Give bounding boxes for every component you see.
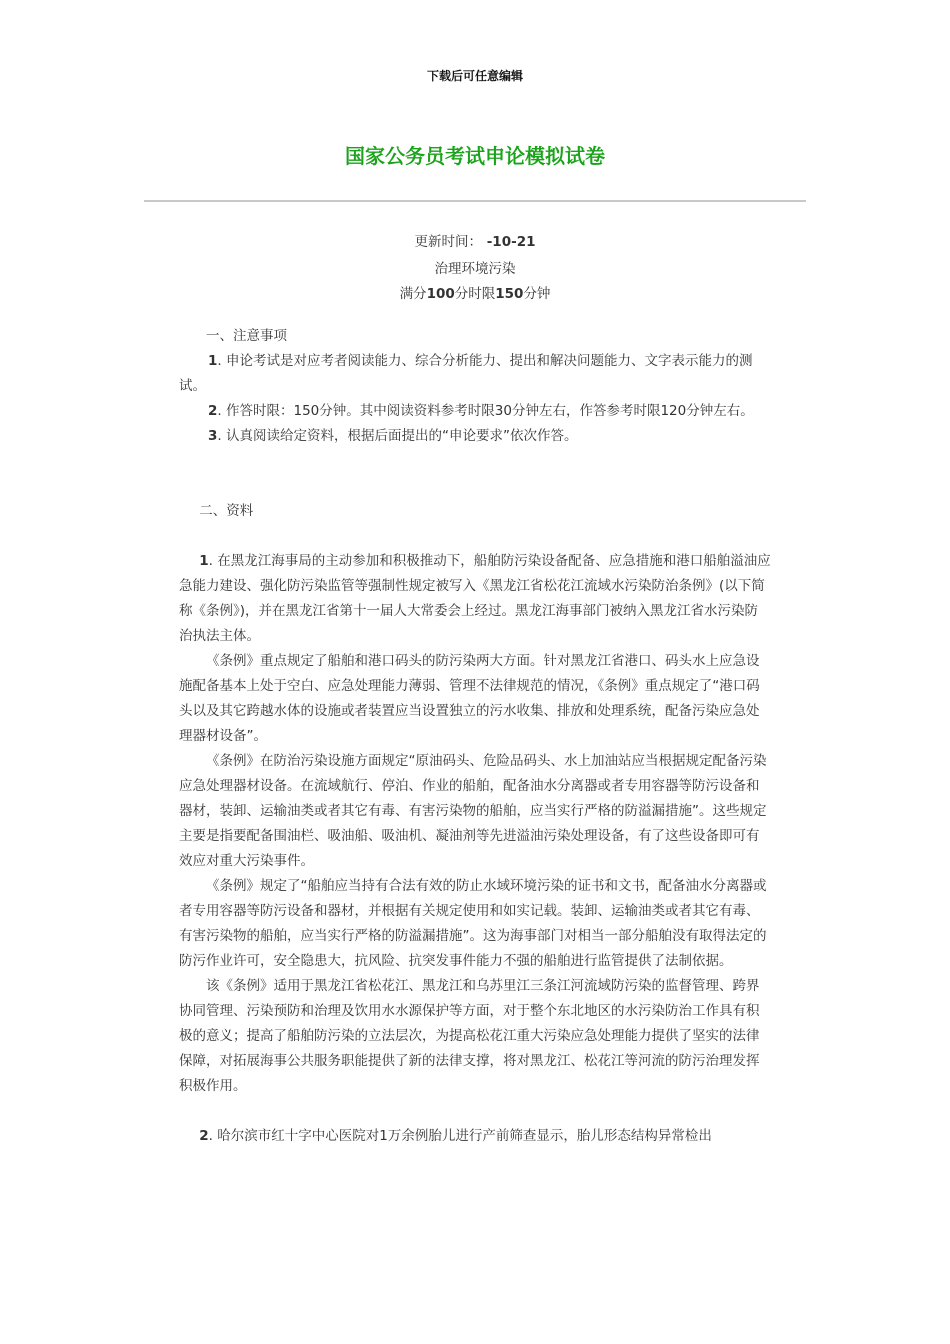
notice-item-number: 2 <box>208 403 218 419</box>
notice-item-text: . 认真阅读给定资料，根据后面提出的“申论要求”依次作答。 <box>217 428 578 444</box>
spacer <box>179 524 771 549</box>
spacer <box>179 1099 771 1124</box>
section1-heading: 一、注意事项 <box>206 328 287 344</box>
material-1-paragraph: 该《条例》适用于黑龙江省松花江、黑龙江和乌苏里江三条江河流域防污染的监督管理、跨界协同管理、污染预防和治理及饮用水水源保护等方面，对于整个东北地区的水污染防治工作具有积极的意义；提高了船舶防污染的立法层次，为提高松花江重大污染应急处理能力提供了坚实的法律保障，对拓展海事公共服务职能提供了新的法律支撑，将对黑龙江、松花江等河流的防污治理发挥积极作用。 <box>179 978 760 1094</box>
spacer <box>179 449 771 499</box>
score-middle: 分时限 <box>454 286 496 302</box>
notice-item-text: . 作答时限：150分钟。其中阅读资料参考时限30分钟左右，作答参考时限120分钟左右。 <box>217 403 754 419</box>
notice-item <box>179 399 771 424</box>
score-prefix: 满分 <box>399 286 427 302</box>
document-body <box>179 324 771 1149</box>
notice-item <box>179 349 771 399</box>
material-number: 1 <box>199 553 209 569</box>
material-number: 2 <box>199 1128 209 1144</box>
time-value: 150 <box>495 286 524 302</box>
update-time <box>0 230 950 250</box>
material-2-paragraph <box>179 1124 771 1149</box>
subject-line: 治理环境污染 <box>434 261 516 277</box>
title-divider <box>144 200 806 202</box>
update-label: 更新时间： <box>414 234 482 250</box>
header-note: 下载后可任意编辑 <box>426 69 523 83</box>
notice-item-text: . 申论考试是对应考者阅读能力、综合分析能力、提出和解决问题能力、文字表示能力的测试。 <box>179 353 753 394</box>
material-1-paragraph <box>179 549 771 649</box>
score-suffix: 分钟 <box>523 286 551 302</box>
document-title: 国家公务员考试申论模拟试卷 <box>345 144 605 168</box>
section2-heading: 二、资料 <box>199 503 254 519</box>
material-1-paragraph: 《条例》重点规定了船舶和港口码头的防污染两大方面。针对黑龙江省港口、码头水上应急设施配备基本上处于空白、应急处理能力薄弱、管理不法律规范的情况，《条例》重点规定了“港口码头以及其它跨越水体的设施或者装置应当设置独立的污水收集、排放和处理系统，配备污染应急处理器材设备”。 <box>179 653 760 744</box>
score-value: 100 <box>426 286 455 302</box>
material-text: . 在黑龙江海事局的主动参加和积极推动下，船舶防污染设备配备、应急措施和港口船舶溢油应急能力建设、强化防污染监管等强制性规定被写入《黑龙江省松花江流域水污染防治条例》(以下简称《条例》)，并在黑龙江省第十一届人大常委会上经过。黑龙江海事部门被纳入黑龙江省水污染防治执法主体。 <box>179 553 771 644</box>
update-value: -10-21 <box>482 234 536 250</box>
notice-item-number: 1 <box>208 353 218 369</box>
material-1-paragraph: 《条例》在防治污染设施方面规定“原油码头、危险品码头、水上加油站应当根据规定配备污染应急处理器材设备。在流域航行、停泊、作业的船舶，配备油水分离器或者专用容器等防污设备和器材，装卸、运输油类或者其它有毒、有害污染物的船舶，应当实行严格的防溢漏措施”。这些规定主要是指要配备围油栏、吸油船、吸油机、凝油剂等先进溢油污染处理设备，有了这些设备即可有效应对重大污染事件。 <box>179 753 767 869</box>
material-text: . 哈尔滨市红十字中心医院对1万余例胎儿进行产前筛查显示，胎儿形态结构异常检出 <box>208 1128 712 1144</box>
material-1-paragraph: 《条例》规定了“船舶应当持有合法有效的防止水域环境污染的证书和文书，配备油水分离器或者专用容器等防污设备和器材，并根据有关规定使用和如实记载。装卸、运输油类或者其它有毒、有害污染物的船舶，应当实行严格的防溢漏措施”。这为海事部门对相当一部分船舶没有取得法定的防污作业许可，安全隐患大，抗风险、抗突发事件能力不强的船舶进行监管提供了法制依据。 <box>179 878 767 969</box>
notice-item <box>179 424 771 449</box>
score-time-line <box>0 282 950 302</box>
notice-item-number: 3 <box>208 428 218 444</box>
